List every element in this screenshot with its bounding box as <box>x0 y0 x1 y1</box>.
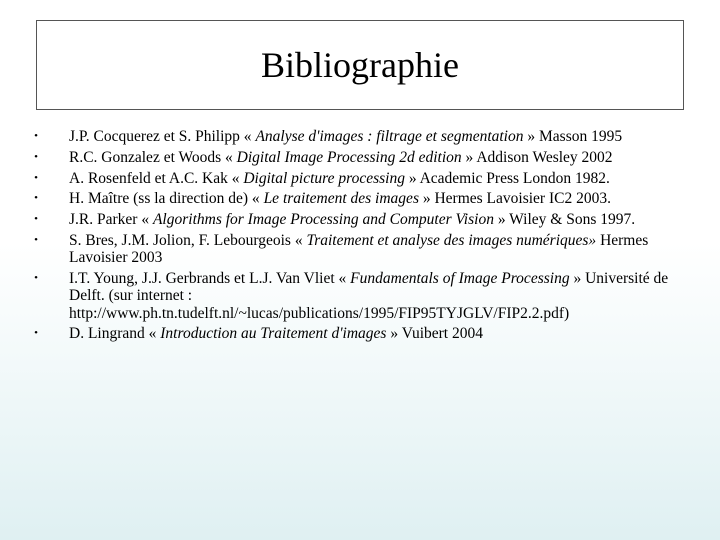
reference-publisher: » Masson 1995 <box>523 128 623 145</box>
bullet-icon: • <box>34 192 38 205</box>
reference-authors: J.P. Cocquerez et S. Philipp « <box>69 128 256 145</box>
reference-title: Algorithms for Image Processing and Computer Vision <box>152 211 494 229</box>
reference-title: Introduction au Traitement d'images <box>160 325 387 343</box>
reference-authors: I.T. Young, J.J. Gerbrands et L.J. Van Vliet « <box>69 270 351 288</box>
reference-title: Digital picture processing <box>243 169 405 187</box>
reference-item <box>30 190 690 207</box>
reference-publisher: » Addison Wesley 2002 <box>461 148 613 166</box>
reference-item <box>30 128 690 145</box>
bullet-icon: • <box>34 233 38 246</box>
reference-publisher: Hermes Lavoisier 2003 <box>69 231 649 267</box>
reference-item <box>30 149 690 166</box>
reference-list <box>30 128 690 346</box>
reference-publisher: » Université de Delft. (sur internet : http://www.ph.tn.tudelft.nl/~lucas/publications/1995/FIP95TYJGLV/FIP2.2.pdf) <box>69 270 669 322</box>
reference-item <box>30 325 690 342</box>
reference-authors: A. Rosenfeld et A.C. Kak « <box>69 169 244 187</box>
bullet-icon: • <box>34 130 38 142</box>
reference-authors: R.C. Gonzalez et Woods « <box>69 148 237 166</box>
reference-authors: D. Lingrand « <box>69 325 161 343</box>
bullet-icon: • <box>34 327 38 340</box>
bullet-icon: • <box>34 171 38 184</box>
reference-authors: H. Maître (ss la direction de) « <box>69 190 264 208</box>
reference-publisher: » Vuibert 2004 <box>386 325 483 343</box>
reference-publisher: » Hermes Lavoisier IC2 2003. <box>418 190 611 208</box>
reference-title: Analyse d'images : filtrage et segmentation <box>255 128 524 145</box>
reference-item <box>30 211 690 228</box>
bullet-icon: • <box>34 150 38 163</box>
reference-title: Le traitement des images <box>263 190 419 208</box>
reference-title: Fundamentals of Image Processing <box>350 270 570 288</box>
reference-item <box>30 170 690 187</box>
reference-authors: S. Bres, J.M. Jolion, F. Lebourgeois « <box>69 231 307 249</box>
title-box <box>36 20 684 110</box>
reference-authors: J.R. Parker « <box>69 211 153 229</box>
page-title: Bibliographie <box>261 45 459 85</box>
reference-item <box>30 270 690 322</box>
reference-item <box>30 232 690 267</box>
reference-publisher: » Academic Press London 1982. <box>404 169 610 187</box>
bullet-icon: • <box>34 213 38 226</box>
bullet-icon: • <box>34 272 38 285</box>
reference-title: Traitement et analyse des images numériques» <box>306 231 597 249</box>
reference-publisher: » Wiley & Sons 1997. <box>493 211 636 229</box>
reference-title: Digital Image Processing 2d edition <box>236 148 462 166</box>
